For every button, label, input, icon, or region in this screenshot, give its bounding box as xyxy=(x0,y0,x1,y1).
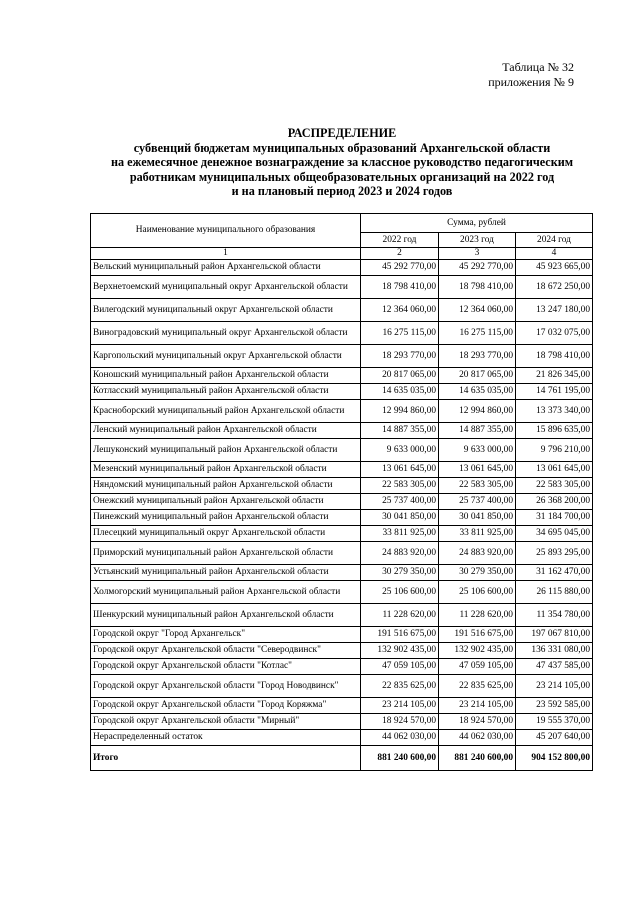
heading-line-2: на ежемесячное денежное вознаграждение за классное руководство педагогическим xyxy=(110,155,574,170)
column-header-2023: 2023 год xyxy=(439,233,516,248)
amount-2022: 18 924 570,00 xyxy=(361,714,439,730)
table-row xyxy=(91,439,593,462)
amount-2022: 14 887 355,00 xyxy=(361,423,439,439)
municipality-name: Городской округ Архангельской области "Город Новодвинск" xyxy=(91,675,361,698)
amount-2024: 25 893 295,00 xyxy=(516,542,593,565)
table-reference xyxy=(488,60,574,90)
amount-2023: 11 228 620,00 xyxy=(439,604,516,627)
amount-2022: 13 061 645,00 xyxy=(361,462,439,478)
table-row xyxy=(91,526,593,542)
amount-2023: 14 635 035,00 xyxy=(439,384,516,400)
amount-2024: 47 437 585,00 xyxy=(516,659,593,675)
total-2024: 904 152 800,00 xyxy=(516,746,593,771)
amount-2022: 44 062 030,00 xyxy=(361,730,439,746)
appendix-number-label: приложения № 9 xyxy=(488,75,574,89)
total-2022: 881 240 600,00 xyxy=(361,746,439,771)
table-row xyxy=(91,276,593,299)
column-index-row xyxy=(91,248,593,260)
column-index: 4 xyxy=(516,248,593,260)
amount-2024: 18 672 250,00 xyxy=(516,276,593,299)
amount-2023: 24 883 920,00 xyxy=(439,542,516,565)
column-index: 3 xyxy=(439,248,516,260)
total-row xyxy=(91,746,593,771)
amount-2024: 14 761 195,00 xyxy=(516,384,593,400)
amount-2022: 25 106 600,00 xyxy=(361,581,439,604)
amount-2024: 23 214 105,00 xyxy=(516,675,593,698)
total-2023: 881 240 600,00 xyxy=(439,746,516,771)
amount-2023: 30 279 350,00 xyxy=(439,565,516,581)
municipality-name: Коношский муниципальный район Архангельской области xyxy=(91,368,361,384)
amount-2024: 13 247 180,00 xyxy=(516,299,593,322)
column-header-2024: 2024 год xyxy=(516,233,593,248)
table-row xyxy=(91,384,593,400)
table-row xyxy=(91,659,593,675)
table-row xyxy=(91,604,593,627)
municipality-name: Вилегодский муниципальный округ Архангельской области xyxy=(91,299,361,322)
municipality-name: Шенкурский муниципальный район Архангельской области xyxy=(91,604,361,627)
distribution-table xyxy=(90,213,593,771)
table-body xyxy=(91,260,593,771)
table-row xyxy=(91,542,593,565)
table-row xyxy=(91,400,593,423)
amount-2022: 12 994 860,00 xyxy=(361,400,439,423)
heading-line-1: субвенций бюджетам муниципальных образований Архангельской области xyxy=(133,140,551,155)
amount-2024: 26 368 200,00 xyxy=(516,494,593,510)
municipality-name: Верхнетоемский муниципальный округ Архангельской области xyxy=(91,276,361,299)
amount-2022: 22 835 625,00 xyxy=(361,675,439,698)
column-header-sum: Сумма, рублей xyxy=(361,214,593,233)
amount-2023: 18 293 770,00 xyxy=(439,345,516,368)
municipality-name: Плесецкий муниципальный округ Архангельской области xyxy=(91,526,361,542)
amount-2022: 24 883 920,00 xyxy=(361,542,439,565)
table-row xyxy=(91,322,593,345)
amount-2023: 22 583 305,00 xyxy=(439,478,516,494)
amount-2023: 23 214 105,00 xyxy=(439,698,516,714)
amount-2022: 9 633 000,00 xyxy=(361,439,439,462)
municipality-name: Каргопольский муниципальный округ Архангельской области xyxy=(91,345,361,368)
document-heading xyxy=(60,126,624,199)
amount-2024: 26 115 880,00 xyxy=(516,581,593,604)
amount-2023: 9 633 000,00 xyxy=(439,439,516,462)
amount-2024: 31 184 700,00 xyxy=(516,510,593,526)
heading-line-4: и на плановый период 2023 и 2024 годов xyxy=(231,184,453,199)
amount-2023: 13 061 645,00 xyxy=(439,462,516,478)
amount-2023: 12 364 060,00 xyxy=(439,299,516,322)
municipality-name: Холмогорский муниципальный район Архангельской области xyxy=(91,581,361,604)
amount-2024: 13 061 645,00 xyxy=(516,462,593,478)
amount-2024: 17 032 075,00 xyxy=(516,322,593,345)
amount-2022: 30 041 850,00 xyxy=(361,510,439,526)
table-row xyxy=(91,368,593,384)
municipality-name: Красноборский муниципальный район Архангельской области xyxy=(91,400,361,423)
amount-2024: 11 354 780,00 xyxy=(516,604,593,627)
table-row xyxy=(91,581,593,604)
amount-2023: 33 811 925,00 xyxy=(439,526,516,542)
amount-2022: 18 798 410,00 xyxy=(361,276,439,299)
amount-2023: 44 062 030,00 xyxy=(439,730,516,746)
amount-2023: 16 275 115,00 xyxy=(439,322,516,345)
table-row xyxy=(91,510,593,526)
document-title: РАСПРЕДЕЛЕНИЕ xyxy=(287,126,397,140)
heading-line-3: работникам муниципальных общеобразовательных организаций на 2022 год xyxy=(129,169,555,184)
amount-2024: 23 592 585,00 xyxy=(516,698,593,714)
amount-2024: 31 162 470,00 xyxy=(516,565,593,581)
column-header-municipality: Наименование муниципального образования xyxy=(91,214,361,248)
amount-2024: 19 555 370,00 xyxy=(516,714,593,730)
table-row xyxy=(91,698,593,714)
amount-2024: 34 695 045,00 xyxy=(516,526,593,542)
amount-2023: 47 059 105,00 xyxy=(439,659,516,675)
amount-2022: 45 292 770,00 xyxy=(361,260,439,276)
amount-2022: 25 737 400,00 xyxy=(361,494,439,510)
municipality-name: Лешуконский муниципальный район Архангельской области xyxy=(91,439,361,462)
table-row xyxy=(91,627,593,643)
table-row xyxy=(91,565,593,581)
table-row xyxy=(91,730,593,746)
amount-2024: 22 583 305,00 xyxy=(516,478,593,494)
amount-2022: 47 059 105,00 xyxy=(361,659,439,675)
table-row xyxy=(91,423,593,439)
municipality-name: Городской округ Архангельской области "Северодвинск" xyxy=(91,643,361,659)
municipality-name: Мезенский муниципальный район Архангельской области xyxy=(91,462,361,478)
amount-2023: 25 106 600,00 xyxy=(439,581,516,604)
amount-2024: 197 067 810,00 xyxy=(516,627,593,643)
amount-2022: 12 364 060,00 xyxy=(361,299,439,322)
total-label: Итого xyxy=(91,746,361,771)
amount-2024: 45 923 665,00 xyxy=(516,260,593,276)
amount-2024: 13 373 340,00 xyxy=(516,400,593,423)
amount-2023: 132 902 435,00 xyxy=(439,643,516,659)
municipality-name: Котласский муниципальный район Архангельской области xyxy=(91,384,361,400)
amount-2024: 21 826 345,00 xyxy=(516,368,593,384)
municipality-name: Няндомский муниципальный район Архангельской области xyxy=(91,478,361,494)
amount-2022: 22 583 305,00 xyxy=(361,478,439,494)
table-row xyxy=(91,643,593,659)
amount-2023: 14 887 355,00 xyxy=(439,423,516,439)
amount-2022: 18 293 770,00 xyxy=(361,345,439,368)
amount-2024: 45 207 640,00 xyxy=(516,730,593,746)
amount-2023: 191 516 675,00 xyxy=(439,627,516,643)
amount-2023: 18 798 410,00 xyxy=(439,276,516,299)
municipality-name: Городской округ "Город Архангельск" xyxy=(91,627,361,643)
municipality-name: Онежский муниципальный район Архангельской области xyxy=(91,494,361,510)
amount-2023: 12 994 860,00 xyxy=(439,400,516,423)
amount-2022: 16 275 115,00 xyxy=(361,322,439,345)
amount-2022: 14 635 035,00 xyxy=(361,384,439,400)
municipality-name: Приморский муниципальный район Архангельской области xyxy=(91,542,361,565)
amount-2024: 15 896 635,00 xyxy=(516,423,593,439)
municipality-name: Ленский муниципальный район Архангельской области xyxy=(91,423,361,439)
amount-2023: 30 041 850,00 xyxy=(439,510,516,526)
table-row xyxy=(91,260,593,276)
column-index: 1 xyxy=(91,248,361,260)
amount-2022: 30 279 350,00 xyxy=(361,565,439,581)
amount-2022: 132 902 435,00 xyxy=(361,643,439,659)
column-header-2022: 2022 год xyxy=(361,233,439,248)
table-row xyxy=(91,345,593,368)
table-row xyxy=(91,299,593,322)
table-row xyxy=(91,494,593,510)
municipality-name: Городской округ Архангельской области "Город Коряжма" xyxy=(91,698,361,714)
column-index: 2 xyxy=(361,248,439,260)
municipality-name: Виноградовский муниципальный округ Архангельской области xyxy=(91,322,361,345)
amount-2024: 18 798 410,00 xyxy=(516,345,593,368)
table-row xyxy=(91,462,593,478)
amount-2022: 23 214 105,00 xyxy=(361,698,439,714)
amount-2023: 25 737 400,00 xyxy=(439,494,516,510)
amount-2023: 18 924 570,00 xyxy=(439,714,516,730)
municipality-name: Городской округ Архангельской области "Котлас" xyxy=(91,659,361,675)
municipality-name: Вельский муниципальный район Архангельской области xyxy=(91,260,361,276)
table-row xyxy=(91,675,593,698)
table-number-label: Таблица № 32 xyxy=(502,60,574,74)
amount-2022: 11 228 620,00 xyxy=(361,604,439,627)
amount-2022: 191 516 675,00 xyxy=(361,627,439,643)
amount-2023: 20 817 065,00 xyxy=(439,368,516,384)
table-row xyxy=(91,478,593,494)
municipality-name: Нераспределенный остаток xyxy=(91,730,361,746)
amount-2022: 20 817 065,00 xyxy=(361,368,439,384)
amount-2024: 136 331 080,00 xyxy=(516,643,593,659)
amount-2022: 33 811 925,00 xyxy=(361,526,439,542)
amount-2023: 22 835 625,00 xyxy=(439,675,516,698)
municipality-name: Пинежский муниципальный район Архангельской области xyxy=(91,510,361,526)
amount-2023: 45 292 770,00 xyxy=(439,260,516,276)
table-row xyxy=(91,714,593,730)
municipality-name: Городской округ Архангельской области "Мирный" xyxy=(91,714,361,730)
municipality-name: Устьянский муниципальный район Архангельской области xyxy=(91,565,361,581)
amount-2024: 9 796 210,00 xyxy=(516,439,593,462)
